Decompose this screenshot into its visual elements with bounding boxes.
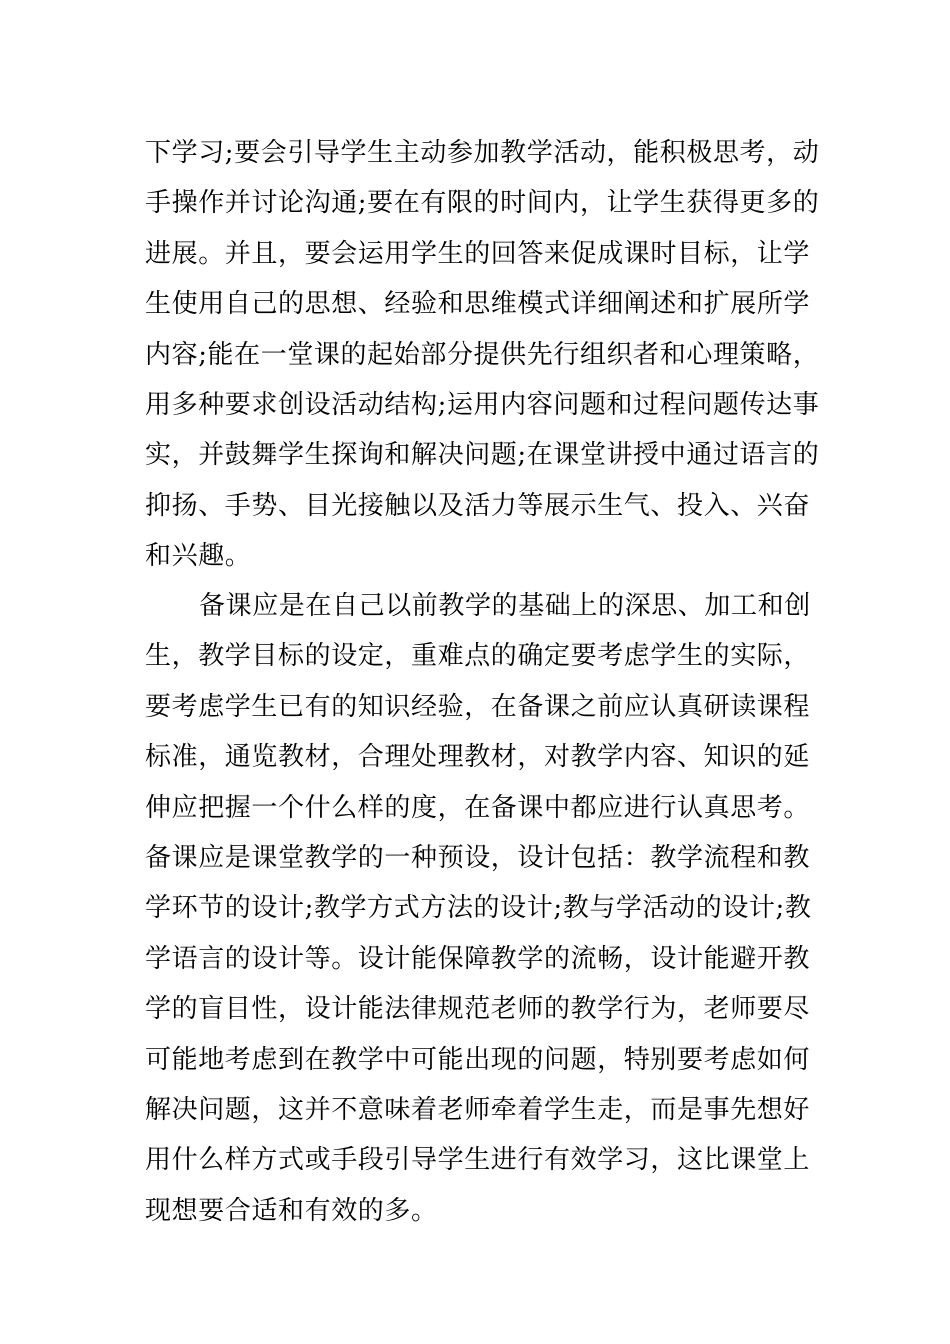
paragraph-line: 学语言的设计等。设计能保障教学的流畅，设计能避开教 (145, 943, 811, 974)
paragraph-line: 下学习;要会引导学生主动参加教学活动，能积极思考，动 (145, 138, 820, 168)
paragraph-line: 备课应是课堂教学的一种预设，设计包括：教学流程和教 (145, 842, 811, 873)
paragraph-line: 要考虑学生已有的知识经验，在备课之前应认真研读课程 (145, 691, 811, 722)
paragraph-line: 和兴趣。 (145, 541, 252, 572)
paragraph-1 (145, 128, 820, 582)
paragraph-line: 用多种要求创设活动结构;运用内容问题和过程问题传达事 (145, 389, 820, 420)
paragraph-line: 学环节的设计;教学方式方法的设计;教与学活动的设计;教 (145, 893, 812, 924)
paragraph-line: 生，教学目标的设定，重难点的确定要考虑学生的实际， (145, 641, 811, 672)
paragraph-line: 进展。并且，要会运用学生的回答来促成课时目标，让学 (145, 238, 811, 269)
paragraph-line: 学的盲目性，设计能法律规范老师的教学行为，老师要尽 (145, 994, 811, 1025)
paragraph-line: 实，并鼓舞学生探询和解决问题;在课堂讲授中通过语言的 (145, 440, 820, 471)
paragraph-line: 手操作并讨论沟通;要在有限的时间内，让学生获得更多的 (145, 188, 820, 219)
paragraph-line: 用什么样方式或手段引导学生进行有效学习，这比课堂上 (145, 1145, 811, 1176)
paragraph-line: 解决问题，这并不意味着老师牵着学生走，而是事先想好 (145, 1094, 811, 1125)
paragraph-line: 可能地考虑到在教学中可能出现的问题，特别要考虑如何 (145, 1044, 811, 1075)
paragraph-line: 标准，通览教材，合理处理教材，对教学内容、知识的延 (145, 742, 811, 773)
paragraph-line: 伸应把握一个什么样的度，在备课中都应进行认真思考。 (145, 792, 811, 823)
paragraph-line: 抑扬、手势、目光接触以及活力等展示生气、投入、兴奋 (145, 490, 811, 521)
paragraph-2 (145, 581, 812, 1236)
paragraph-line: 现想要合适和有效的多。 (145, 1195, 438, 1226)
paragraph-line: 备课应是在自己以前教学的基础上的深思、加工和创 (199, 591, 811, 621)
paragraph-line: 内容;能在一堂课的起始部分提供先行组织者和心理策略， (145, 339, 820, 370)
paragraph-line: 生使用自己的思想、经验和思维模式详细阐述和扩展所学 (145, 289, 811, 320)
